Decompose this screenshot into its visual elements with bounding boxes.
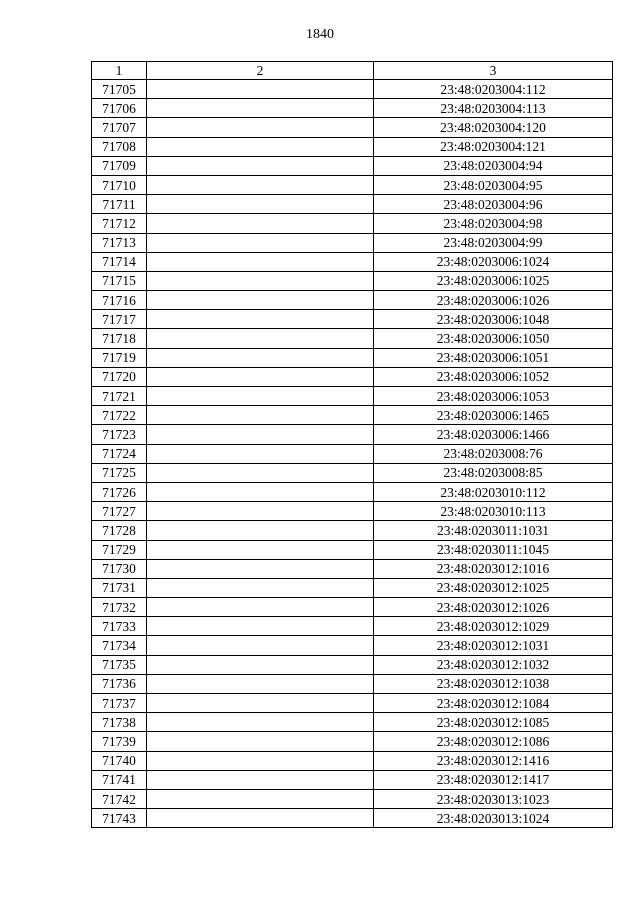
header-row — [92, 62, 613, 80]
row-number-cell: 71742 — [92, 789, 147, 808]
column-2-cell — [147, 99, 374, 118]
column-2-cell — [147, 559, 374, 578]
row-number-cell: 71730 — [92, 559, 147, 578]
cadastral-number-cell: 23:48:0203004:96 — [374, 195, 613, 214]
row-number-cell: 71728 — [92, 521, 147, 540]
cadastral-number-cell: 23:48:0203010:112 — [374, 482, 613, 501]
cadastral-number-cell: 23:48:0203006:1465 — [374, 406, 613, 425]
column-2-cell — [147, 578, 374, 597]
table-row — [92, 387, 613, 406]
cadastral-number-cell: 23:48:0203006:1025 — [374, 271, 613, 290]
cadastral-number-cell: 23:48:0203006:1050 — [374, 329, 613, 348]
table-row — [92, 482, 613, 501]
cadastral-number-cell: 23:48:0203012:1084 — [374, 694, 613, 713]
table-row — [92, 233, 613, 252]
table-row — [92, 694, 613, 713]
column-2-cell — [147, 598, 374, 617]
table-row — [92, 214, 613, 233]
cadastral-number-cell: 23:48:0203012:1032 — [374, 655, 613, 674]
column-2-cell — [147, 252, 374, 271]
row-number-cell: 71716 — [92, 291, 147, 310]
column-2-cell — [147, 770, 374, 789]
table-row — [92, 578, 613, 597]
row-number-cell: 71724 — [92, 444, 147, 463]
table-row — [92, 636, 613, 655]
table-header — [92, 62, 613, 80]
row-number-cell: 71741 — [92, 770, 147, 789]
row-number-cell: 71743 — [92, 809, 147, 828]
table-row — [92, 655, 613, 674]
cadastral-number-cell: 23:48:0203006:1053 — [374, 387, 613, 406]
column-2-cell — [147, 809, 374, 828]
column-2-cell — [147, 137, 374, 156]
cadastral-number-cell: 23:48:0203006:1051 — [374, 348, 613, 367]
column-2-cell — [147, 694, 374, 713]
table-row — [92, 310, 613, 329]
row-number-cell: 71713 — [92, 233, 147, 252]
cadastral-number-cell: 23:48:0203012:1025 — [374, 578, 613, 597]
row-number-cell: 71709 — [92, 156, 147, 175]
table-row — [92, 291, 613, 310]
cadastral-number-cell: 23:48:0203012:1038 — [374, 674, 613, 693]
table-row — [92, 80, 613, 99]
column-2-cell — [147, 636, 374, 655]
cadastral-number-cell: 23:48:0203004:94 — [374, 156, 613, 175]
table-row — [92, 271, 613, 290]
row-number-cell: 71739 — [92, 732, 147, 751]
cadastral-number-cell: 23:48:0203004:98 — [374, 214, 613, 233]
column-2-cell — [147, 617, 374, 636]
column-header-1: 1 — [92, 62, 147, 80]
row-number-cell: 71722 — [92, 406, 147, 425]
registry-table — [91, 61, 613, 828]
column-2-cell — [147, 195, 374, 214]
cadastral-number-cell: 23:48:0203004:121 — [374, 137, 613, 156]
row-number-cell: 71740 — [92, 751, 147, 770]
row-number-cell: 71729 — [92, 540, 147, 559]
row-number-cell: 71715 — [92, 271, 147, 290]
row-number-cell: 71712 — [92, 214, 147, 233]
row-number-cell: 71731 — [92, 578, 147, 597]
cadastral-number-cell: 23:48:0203006:1052 — [374, 367, 613, 386]
cadastral-number-cell: 23:48:0203010:113 — [374, 502, 613, 521]
cadastral-number-cell: 23:48:0203004:95 — [374, 175, 613, 194]
column-header-3: 3 — [374, 62, 613, 80]
cadastral-number-cell: 23:48:0203008:85 — [374, 463, 613, 482]
column-2-cell — [147, 271, 374, 290]
row-number-cell: 71727 — [92, 502, 147, 521]
cadastral-number-cell: 23:48:0203012:1031 — [374, 636, 613, 655]
column-2-cell — [147, 444, 374, 463]
table-row — [92, 175, 613, 194]
row-number-cell: 71719 — [92, 348, 147, 367]
table-row — [92, 367, 613, 386]
cadastral-number-cell: 23:48:0203004:120 — [374, 118, 613, 137]
row-number-cell: 71720 — [92, 367, 147, 386]
row-number-cell: 71705 — [92, 80, 147, 99]
cadastral-number-cell: 23:48:0203012:1016 — [374, 559, 613, 578]
cadastral-number-cell: 23:48:0203012:1417 — [374, 770, 613, 789]
table-row — [92, 195, 613, 214]
column-2-cell — [147, 751, 374, 770]
row-number-cell: 71735 — [92, 655, 147, 674]
column-2-cell — [147, 233, 374, 252]
cadastral-number-cell: 23:48:0203012:1029 — [374, 617, 613, 636]
cadastral-number-cell: 23:48:0203008:76 — [374, 444, 613, 463]
row-number-cell: 71717 — [92, 310, 147, 329]
table-row — [92, 617, 613, 636]
table-body — [92, 80, 613, 828]
column-2-cell — [147, 80, 374, 99]
cadastral-number-cell: 23:48:0203013:1023 — [374, 789, 613, 808]
cadastral-number-cell: 23:48:0203011:1031 — [374, 521, 613, 540]
table-row — [92, 425, 613, 444]
cadastral-number-cell: 23:48:0203012:1416 — [374, 751, 613, 770]
cadastral-number-cell: 23:48:0203004:99 — [374, 233, 613, 252]
row-number-cell: 71725 — [92, 463, 147, 482]
column-header-2: 2 — [147, 62, 374, 80]
column-2-cell — [147, 502, 374, 521]
table-row — [92, 406, 613, 425]
row-number-cell: 71718 — [92, 329, 147, 348]
row-number-cell: 71723 — [92, 425, 147, 444]
table-row — [92, 770, 613, 789]
column-2-cell — [147, 175, 374, 194]
table-row — [92, 348, 613, 367]
column-2-cell — [147, 732, 374, 751]
row-number-cell: 71732 — [92, 598, 147, 617]
cadastral-number-cell: 23:48:0203004:112 — [374, 80, 613, 99]
row-number-cell: 71710 — [92, 175, 147, 194]
row-number-cell: 71733 — [92, 617, 147, 636]
cadastral-number-cell: 23:48:0203006:1026 — [374, 291, 613, 310]
table-row — [92, 809, 613, 828]
table-row — [92, 559, 613, 578]
table-row — [92, 502, 613, 521]
row-number-cell: 71711 — [92, 195, 147, 214]
table-row — [92, 713, 613, 732]
cadastral-number-cell: 23:48:0203006:1466 — [374, 425, 613, 444]
table-row — [92, 463, 613, 482]
row-number-cell: 71706 — [92, 99, 147, 118]
cadastral-number-cell: 23:48:0203012:1026 — [374, 598, 613, 617]
column-2-cell — [147, 789, 374, 808]
cadastral-number-cell: 23:48:0203012:1085 — [374, 713, 613, 732]
table-row — [92, 329, 613, 348]
column-2-cell — [147, 387, 374, 406]
column-2-cell — [147, 482, 374, 501]
column-2-cell — [147, 367, 374, 386]
row-number-cell: 71714 — [92, 252, 147, 271]
row-number-cell: 71736 — [92, 674, 147, 693]
column-2-cell — [147, 291, 374, 310]
row-number-cell: 71737 — [92, 694, 147, 713]
cadastral-number-cell: 23:48:0203006:1048 — [374, 310, 613, 329]
column-2-cell — [147, 521, 374, 540]
row-number-cell: 71708 — [92, 137, 147, 156]
column-2-cell — [147, 425, 374, 444]
cadastral-number-cell: 23:48:0203004:113 — [374, 99, 613, 118]
table-row — [92, 540, 613, 559]
cadastral-number-cell: 23:48:0203006:1024 — [374, 252, 613, 271]
column-2-cell — [147, 329, 374, 348]
row-number-cell: 71726 — [92, 482, 147, 501]
table-row — [92, 674, 613, 693]
table-row — [92, 598, 613, 617]
row-number-cell: 71707 — [92, 118, 147, 137]
table-row — [92, 137, 613, 156]
column-2-cell — [147, 713, 374, 732]
cadastral-number-cell: 23:48:0203013:1024 — [374, 809, 613, 828]
row-number-cell: 71734 — [92, 636, 147, 655]
page-number: 1840 — [306, 27, 334, 42]
column-2-cell — [147, 674, 374, 693]
table-row — [92, 444, 613, 463]
table-row — [92, 252, 613, 271]
cadastral-number-cell: 23:48:0203011:1045 — [374, 540, 613, 559]
row-number-cell: 71721 — [92, 387, 147, 406]
column-2-cell — [147, 156, 374, 175]
row-number-cell: 71738 — [92, 713, 147, 732]
cadastral-number-cell: 23:48:0203012:1086 — [374, 732, 613, 751]
table-row — [92, 751, 613, 770]
table-row — [92, 118, 613, 137]
table-row — [92, 156, 613, 175]
table-row — [92, 789, 613, 808]
column-2-cell — [147, 310, 374, 329]
column-2-cell — [147, 118, 374, 137]
column-2-cell — [147, 406, 374, 425]
table-row — [92, 521, 613, 540]
column-2-cell — [147, 463, 374, 482]
column-2-cell — [147, 348, 374, 367]
column-2-cell — [147, 214, 374, 233]
column-2-cell — [147, 655, 374, 674]
column-2-cell — [147, 540, 374, 559]
table-row — [92, 732, 613, 751]
table-row — [92, 99, 613, 118]
